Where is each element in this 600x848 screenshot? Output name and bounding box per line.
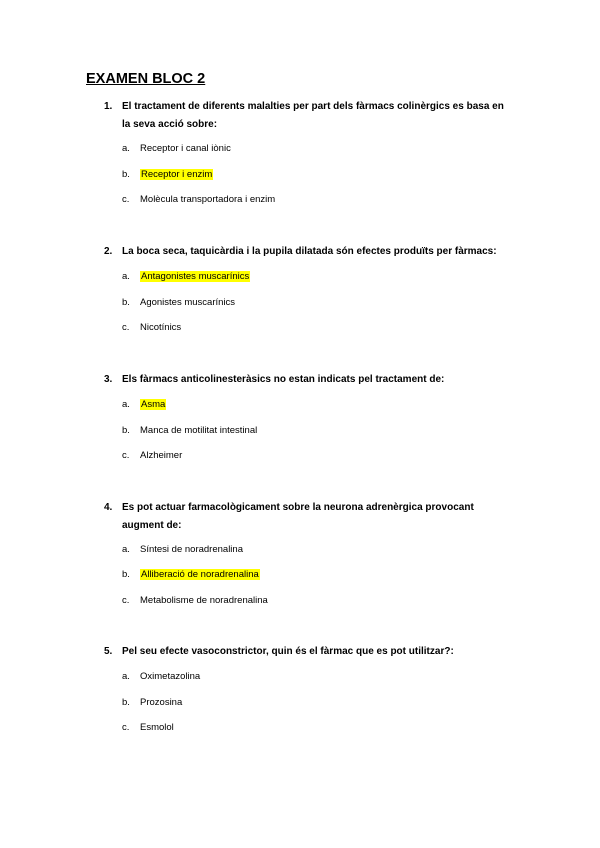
option-letter: a. xyxy=(122,399,130,410)
option-text: Esmolol xyxy=(140,722,174,733)
option-letter: a. xyxy=(122,143,130,154)
option-text: Manca de motilitat intestinal xyxy=(140,425,258,436)
question-text: Els fàrmacs anticolinesteràsics no estan indicats pel tractament de: xyxy=(122,374,445,385)
exam-title: EXAMEN BLOC 2 xyxy=(86,71,206,87)
option-3b xyxy=(0,425,600,439)
option-5c xyxy=(0,722,600,736)
option-4c xyxy=(0,595,600,609)
option-letter: c. xyxy=(122,722,130,733)
option-3a xyxy=(0,399,600,413)
option-letter: c. xyxy=(122,450,130,461)
option-text: Metabolisme de noradrenalina xyxy=(140,595,268,606)
option-text: Agonistes muscarínics xyxy=(140,297,236,308)
question-text: La boca seca, taquicàrdia i la pupila dilatada són efectes produïts per fàrmacs: xyxy=(122,246,497,257)
option-1c xyxy=(0,194,600,208)
option-text-highlighted: Antagonistes muscarínics xyxy=(141,271,250,282)
option-text: Alzheimer xyxy=(140,450,183,461)
option-letter: a. xyxy=(122,271,130,282)
option-text: Oximetazolina xyxy=(140,671,201,682)
option-3c xyxy=(0,450,600,464)
option-text: Molècula transportadora i enzim xyxy=(140,194,276,205)
option-letter: b. xyxy=(122,569,130,580)
option-text: Síntesi de noradrenalina xyxy=(140,544,243,555)
option-text: Receptor i canal iònic xyxy=(140,143,231,154)
option-2a xyxy=(0,271,600,285)
option-4a xyxy=(0,544,600,558)
option-2c xyxy=(0,322,600,336)
option-2b xyxy=(0,297,600,311)
option-letter: c. xyxy=(122,322,130,333)
question-number: 4. xyxy=(104,502,113,513)
question-text: Pel seu efecte vasoconstrictor, quin és el fàrmac que es pot utilitzar?: xyxy=(122,646,454,657)
option-letter: c. xyxy=(122,595,130,606)
option-text-highlighted: Receptor i enzim xyxy=(141,169,213,180)
option-letter: b. xyxy=(122,425,130,436)
option-letter: b. xyxy=(122,697,130,708)
question-number: 2. xyxy=(104,246,113,257)
option-letter: c. xyxy=(122,194,130,205)
option-text-highlighted: Asma xyxy=(141,399,166,410)
question-text: El tractament de diferents malalties per part dels fàrmacs colinèrgics es basa en la seva acció sobre: xyxy=(122,101,504,130)
question-number: 1. xyxy=(104,101,113,112)
option-letter: a. xyxy=(122,544,130,555)
option-letter: b. xyxy=(122,169,130,180)
option-1a xyxy=(0,143,600,157)
option-letter: a. xyxy=(122,671,130,682)
option-4b xyxy=(0,569,600,583)
option-text: Prozosina xyxy=(140,697,183,708)
option-text-highlighted: Alliberació de noradrenalina xyxy=(141,569,259,580)
option-5b xyxy=(0,697,600,711)
question-number: 5. xyxy=(104,646,113,657)
option-1b xyxy=(0,169,600,183)
question-number: 3. xyxy=(104,374,113,385)
question-text: Es pot actuar farmacològicament sobre la neurona adrenèrgica provocant augment de: xyxy=(122,502,474,531)
option-letter: b. xyxy=(122,297,130,308)
option-text: Nicotínics xyxy=(140,322,182,333)
option-5a xyxy=(0,671,600,685)
